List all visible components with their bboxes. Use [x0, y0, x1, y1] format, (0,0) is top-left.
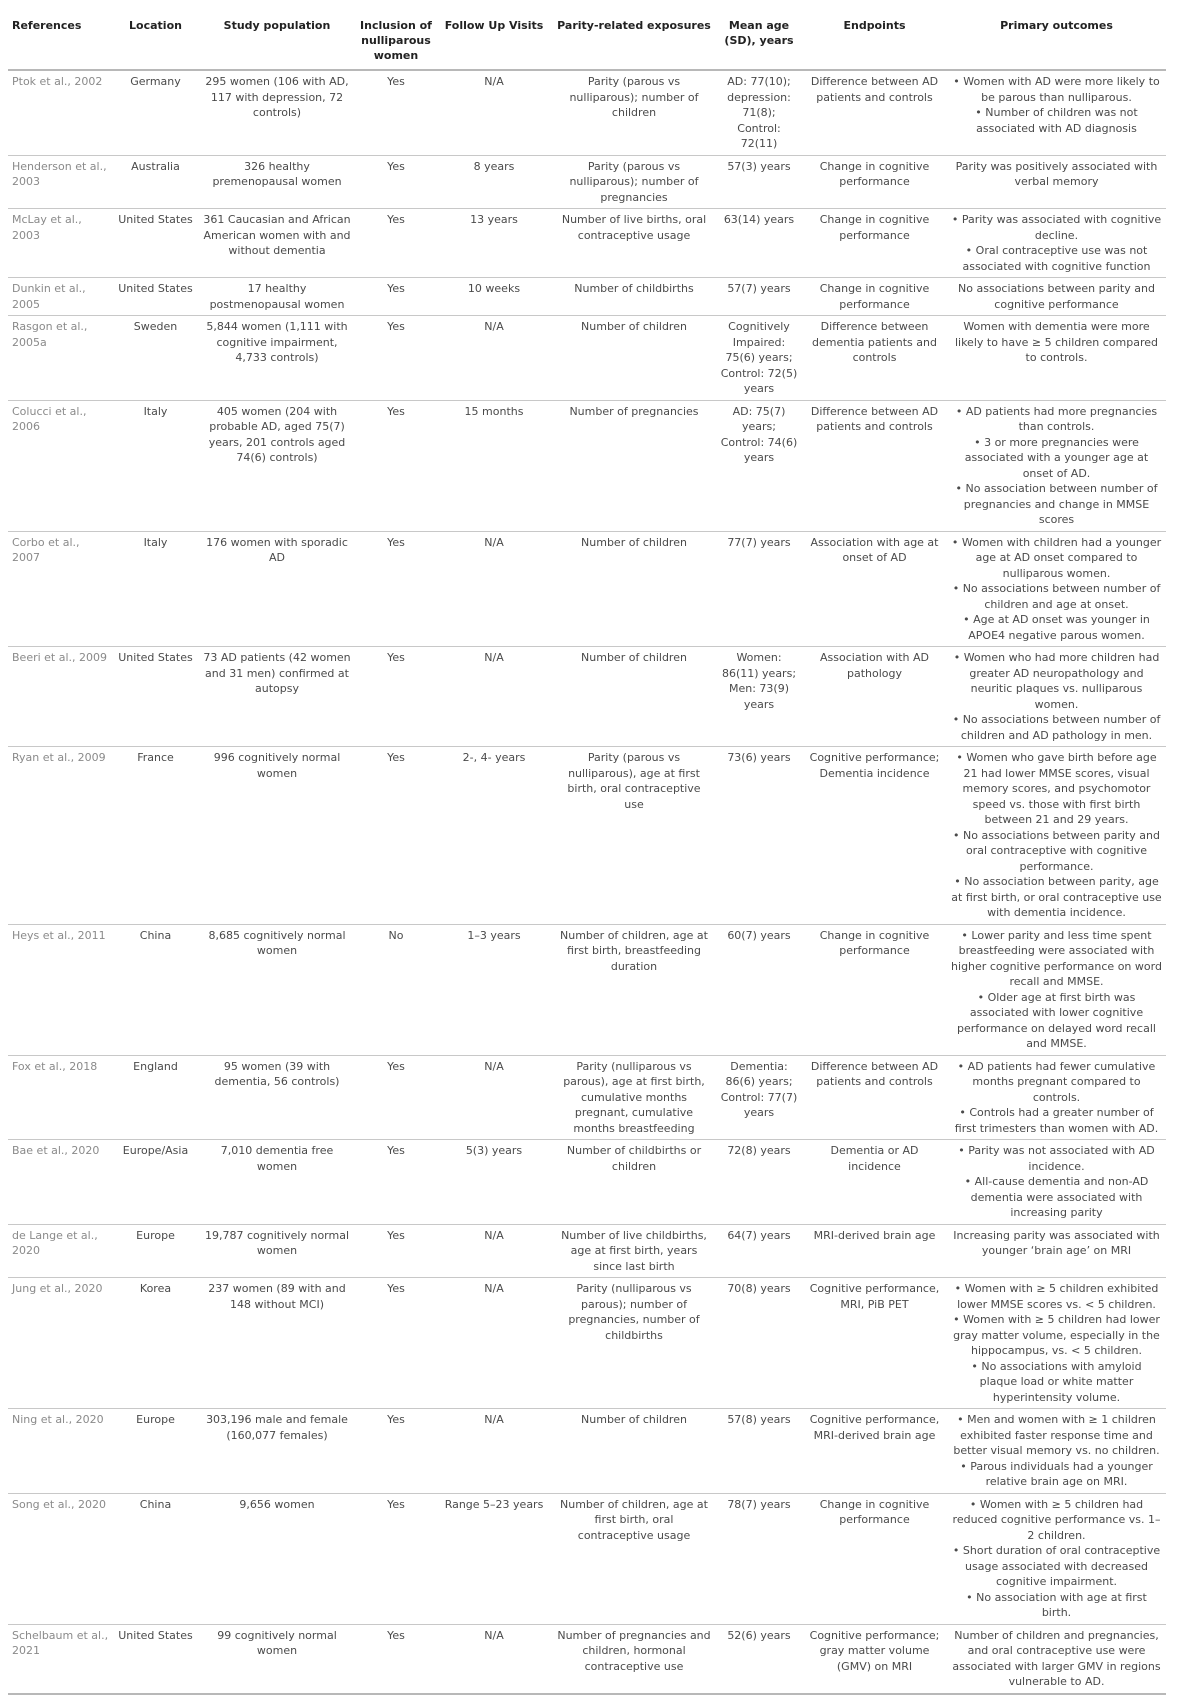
location-cell: United States	[113, 1624, 198, 1694]
inclusion-cell: Yes	[356, 316, 436, 401]
endpoints-cell: Association with AD pathology	[802, 647, 947, 747]
location-cell: United States	[113, 209, 198, 278]
outcome-bullet: • No associations between number of children and age at onset.	[951, 581, 1162, 612]
endpoints-cell: Difference between AD patients and controls	[802, 70, 947, 155]
reference-cell: de Lange et al., 2020	[8, 1224, 113, 1278]
location-cell: China	[113, 1493, 198, 1624]
outcome-bullet: • No association between number of pregnancies and change in MMSE scores	[951, 481, 1162, 528]
exposures-cell: Number of live childbirths, age at first birth, years since last birth	[552, 1224, 716, 1278]
outcome-bullet: • No association with age at first birth.	[951, 1590, 1162, 1621]
location-cell: France	[113, 747, 198, 925]
table-row	[8, 1224, 1166, 1278]
follow-up-cell: 2-, 4- years	[436, 747, 552, 925]
primary-outcomes-cell	[947, 924, 1166, 1055]
study-population-cell: 9,656 women	[198, 1493, 356, 1624]
reference-cell: McLay et al., 2003	[8, 209, 113, 278]
outcome-bullet: • No associations between number of children and AD pathology in men.	[951, 712, 1162, 743]
outcome-bullet: • 3 or more pregnancies were associated with a younger age at onset of AD.	[951, 435, 1162, 482]
outcome-bullet: • Women with AD were more likely to be parous than nulliparous.	[951, 74, 1162, 105]
reference-cell: Henderson et al., 2003	[8, 155, 113, 209]
reference-cell: Jung et al., 2020	[8, 1278, 113, 1409]
mean-age-cell: AD: 75(7) years; Control: 74(6) years	[716, 400, 802, 531]
primary-outcomes-cell	[947, 531, 1166, 647]
endpoints-cell: Cognitive performance; gray matter volume (GMV) on MRI	[802, 1624, 947, 1694]
table-row	[8, 1624, 1166, 1694]
exposures-cell: Number of children	[552, 531, 716, 647]
outcome-bullet: • Controls had a greater number of first trimesters than women with AD.	[951, 1105, 1162, 1136]
reference-cell: Colucci et al., 2006	[8, 400, 113, 531]
outcome-bullet: • Women with children had a younger age at AD onset compared to nulliparous women.	[951, 535, 1162, 582]
mean-age-cell: 52(6) years	[716, 1624, 802, 1694]
header-primary-outcomes: Primary outcomes	[947, 8, 1166, 70]
primary-outcomes-cell	[947, 1055, 1166, 1140]
location-cell: Italy	[113, 400, 198, 531]
endpoints-cell: Change in cognitive performance	[802, 278, 947, 316]
mean-age-cell: 73(6) years	[716, 747, 802, 925]
inclusion-cell: Yes	[356, 747, 436, 925]
reference-cell: Corbo et al., 2007	[8, 531, 113, 647]
primary-outcomes-cell	[947, 747, 1166, 925]
study-population-cell: 176 women with sporadic AD	[198, 531, 356, 647]
reference-cell: Dunkin et al., 2005	[8, 278, 113, 316]
inclusion-cell: Yes	[356, 155, 436, 209]
follow-up-cell: N/A	[436, 316, 552, 401]
location-cell: United States	[113, 647, 198, 747]
table-row	[8, 1409, 1166, 1494]
inclusion-cell: Yes	[356, 647, 436, 747]
location-cell: Germany	[113, 70, 198, 155]
endpoints-cell: Change in cognitive performance	[802, 924, 947, 1055]
table-row	[8, 647, 1166, 747]
mean-age-cell: 57(3) years	[716, 155, 802, 209]
outcome-bullet: • All-cause dementia and non-AD dementia were associated with increasing parity	[951, 1174, 1162, 1221]
header-endpoints: Endpoints	[802, 8, 947, 70]
outcome-bullet: • Men and women with ≥ 1 children exhibited faster response time and better visual memory vs. no children.	[951, 1412, 1162, 1459]
follow-up-cell: N/A	[436, 1624, 552, 1694]
primary-outcomes-cell	[947, 1624, 1166, 1694]
outcome-text: Number of children and pregnancies, and oral contraceptive use were associated with larger GMV in regions vulnerable to AD.	[952, 1628, 1161, 1688]
outcome-bullet: • Number of children was not associated with AD diagnosis	[951, 105, 1162, 136]
table-row	[8, 1140, 1166, 1225]
location-cell: Australia	[113, 155, 198, 209]
outcome-bullet: • AD patients had more pregnancies than controls.	[951, 404, 1162, 435]
follow-up-cell: 10 weeks	[436, 278, 552, 316]
primary-outcomes-cell	[947, 316, 1166, 401]
reference-cell: Ryan et al., 2009	[8, 747, 113, 925]
follow-up-cell: N/A	[436, 1409, 552, 1494]
mean-age-cell: AD: 77(10); depression: 71(8); Control: 72(11)	[716, 70, 802, 155]
outcome-bullet: • Women with ≥ 5 children exhibited lower MMSE scores vs. < 5 children.	[951, 1281, 1162, 1312]
outcome-bullet: • Parity was not associated with AD incidence.	[951, 1143, 1162, 1174]
study-population-cell: 361 Caucasian and African American women with and without dementia	[198, 209, 356, 278]
location-cell: United States	[113, 278, 198, 316]
mean-age-cell: Women: 86(11) years; Men: 73(9) years	[716, 647, 802, 747]
outcome-bullet: • Women who gave birth before age 21 had lower MMSE scores, visual memory scores, and psychomotor speed vs. those with first birth between 21 and 29 years.	[951, 750, 1162, 828]
primary-outcomes-cell	[947, 1409, 1166, 1494]
endpoints-cell: Cognitive performance, MRI, PiB PET	[802, 1278, 947, 1409]
primary-outcomes-cell	[947, 278, 1166, 316]
table-row	[8, 747, 1166, 925]
location-cell: Korea	[113, 1278, 198, 1409]
primary-outcomes-cell	[947, 155, 1166, 209]
endpoints-cell: Cognitive performance, MRI-derived brain age	[802, 1409, 947, 1494]
reference-cell: Heys et al., 2011	[8, 924, 113, 1055]
reference-cell: Song et al., 2020	[8, 1493, 113, 1624]
study-population-cell: 73 AD patients (42 women and 31 men) confirmed at autopsy	[198, 647, 356, 747]
mean-age-cell: 78(7) years	[716, 1493, 802, 1624]
mean-age-cell: Dementia: 86(6) years; Control: 77(7) years	[716, 1055, 802, 1140]
header-parity-exposures: Parity-related exposures	[552, 8, 716, 70]
outcome-bullet: • No association between parity, age at first birth, or oral contraceptive use with dementia incidence.	[951, 874, 1162, 921]
outcome-bullet: • No associations between parity and oral contraceptive with cognitive performance.	[951, 828, 1162, 875]
primary-outcomes-cell	[947, 1278, 1166, 1409]
inclusion-cell: Yes	[356, 531, 436, 647]
mean-age-cell: 64(7) years	[716, 1224, 802, 1278]
inclusion-cell: Yes	[356, 1278, 436, 1409]
study-population-cell: 5,844 women (1,111 with cognitive impairment, 4,733 controls)	[198, 316, 356, 401]
outcome-bullet: • Age at AD onset was younger in APOE4 negative parous women.	[951, 612, 1162, 643]
mean-age-cell: 63(14) years	[716, 209, 802, 278]
primary-outcomes-cell	[947, 1140, 1166, 1225]
study-population-cell: 996 cognitively normal women	[198, 747, 356, 925]
follow-up-cell: N/A	[436, 531, 552, 647]
location-cell: China	[113, 924, 198, 1055]
location-cell: Europe	[113, 1409, 198, 1494]
study-population-cell: 17 healthy postmenopausal women	[198, 278, 356, 316]
primary-outcomes-cell	[947, 70, 1166, 155]
location-cell: Sweden	[113, 316, 198, 401]
table-row	[8, 278, 1166, 316]
endpoints-cell: MRI-derived brain age	[802, 1224, 947, 1278]
header-location: Location	[113, 8, 198, 70]
reference-cell: Schelbaum et al., 2021	[8, 1624, 113, 1694]
outcome-bullet: • Women who had more children had greater AD neuropathology and neuritic plaques vs. nulliparous women.	[951, 650, 1162, 712]
exposures-cell: Parity (parous vs nulliparous); number of children	[552, 70, 716, 155]
mean-age-cell: 60(7) years	[716, 924, 802, 1055]
location-cell: Europe/Asia	[113, 1140, 198, 1225]
header-study-population: Study population	[198, 8, 356, 70]
exposures-cell: Number of children	[552, 1409, 716, 1494]
study-population-cell: 8,685 cognitively normal women	[198, 924, 356, 1055]
header-row	[8, 8, 1166, 70]
study-population-cell: 237 women (89 with and 148 without MCI)	[198, 1278, 356, 1409]
reference-cell: Bae et al., 2020	[8, 1140, 113, 1225]
endpoints-cell: Dementia or AD incidence	[802, 1140, 947, 1225]
table-row	[8, 155, 1166, 209]
follow-up-cell: N/A	[436, 1278, 552, 1409]
reference-cell: Fox et al., 2018	[8, 1055, 113, 1140]
exposures-cell: Parity (nulliparous vs parous); number of pregnancies, number of childbirths	[552, 1278, 716, 1409]
table-row	[8, 70, 1166, 155]
follow-up-cell: 8 years	[436, 155, 552, 209]
outcome-text: Increasing parity was associated with younger ‘brain age’ on MRI	[953, 1228, 1160, 1257]
mean-age-cell: 77(7) years	[716, 531, 802, 647]
follow-up-cell: 5(3) years	[436, 1140, 552, 1225]
exposures-cell: Number of live births, oral contraceptive usage	[552, 209, 716, 278]
outcome-text: No associations between parity and cognitive performance	[958, 282, 1155, 311]
table-row	[8, 1493, 1166, 1624]
primary-outcomes-cell	[947, 647, 1166, 747]
reference-cell: Beeri et al., 2009	[8, 647, 113, 747]
table-row	[8, 924, 1166, 1055]
follow-up-cell: 13 years	[436, 209, 552, 278]
exposures-cell: Number of children	[552, 316, 716, 401]
outcome-bullet: • Older age at first birth was associated with lower cognitive performance on delayed word recall and MMSE.	[951, 990, 1162, 1052]
inclusion-cell: Yes	[356, 1224, 436, 1278]
exposures-cell: Number of children, age at first birth, oral contraceptive usage	[552, 1493, 716, 1624]
study-population-cell: 95 women (39 with dementia, 56 controls)	[198, 1055, 356, 1140]
endpoints-cell: Difference between AD patients and controls	[802, 400, 947, 531]
study-population-cell: 295 women (106 with AD, 117 with depression, 72 controls)	[198, 70, 356, 155]
follow-up-cell: N/A	[436, 70, 552, 155]
mean-age-cell: 70(8) years	[716, 1278, 802, 1409]
endpoints-cell: Change in cognitive performance	[802, 209, 947, 278]
reference-cell: Rasgon et al., 2005a	[8, 316, 113, 401]
exposures-cell: Number of children	[552, 647, 716, 747]
follow-up-cell: N/A	[436, 1224, 552, 1278]
reference-cell: Ning et al., 2020	[8, 1409, 113, 1494]
follow-up-cell: 1–3 years	[436, 924, 552, 1055]
primary-outcomes-cell	[947, 1224, 1166, 1278]
exposures-cell: Number of childbirths or children	[552, 1140, 716, 1225]
location-cell: England	[113, 1055, 198, 1140]
inclusion-cell: Yes	[356, 1140, 436, 1225]
endpoints-cell: Change in cognitive performance	[802, 1493, 947, 1624]
outcome-bullet: • No associations with amyloid plaque load or white matter hyperintensity volume.	[951, 1359, 1162, 1406]
exposures-cell: Number of pregnancies and children, hormonal contraceptive use	[552, 1624, 716, 1694]
inclusion-cell: Yes	[356, 1055, 436, 1140]
study-population-cell: 303,196 male and female (160,077 females)	[198, 1409, 356, 1494]
header-inclusion-nulliparous: Inclusion of nulliparous women	[356, 8, 436, 70]
mean-age-cell: 72(8) years	[716, 1140, 802, 1225]
exposures-cell: Parity (nulliparous vs parous), age at first birth, cumulative months pregnant, cumulative months breastfeeding	[552, 1055, 716, 1140]
inclusion-cell: No	[356, 924, 436, 1055]
endpoints-cell: Difference between dementia patients and controls	[802, 316, 947, 401]
study-population-cell: 326 healthy premenopausal women	[198, 155, 356, 209]
inclusion-cell: Yes	[356, 278, 436, 316]
outcome-bullet: • Parity was associated with cognitive decline.	[951, 212, 1162, 243]
outcome-text: Women with dementia were more likely to have ≥ 5 children compared to controls.	[954, 320, 1159, 364]
primary-outcomes-cell	[947, 1493, 1166, 1624]
inclusion-cell: Yes	[356, 70, 436, 155]
study-population-cell: 19,787 cognitively normal women	[198, 1224, 356, 1278]
reference-cell: Ptok et al., 2002	[8, 70, 113, 155]
header-follow-up: Follow Up Visits	[436, 8, 552, 70]
inclusion-cell: Yes	[356, 400, 436, 531]
exposures-cell: Parity (parous vs nulliparous); number of pregnancies	[552, 155, 716, 209]
exposures-cell: Number of childbirths	[552, 278, 716, 316]
inclusion-cell: Yes	[356, 209, 436, 278]
endpoints-cell: Change in cognitive performance	[802, 155, 947, 209]
outcome-bullet: • Women with ≥ 5 children had lower gray matter volume, especially in the hippocampus, vs. < 5 children.	[951, 1312, 1162, 1359]
header-mean-age: Mean age (SD), years	[716, 8, 802, 70]
location-cell: Italy	[113, 531, 198, 647]
location-cell: Europe	[113, 1224, 198, 1278]
mean-age-cell: 57(7) years	[716, 278, 802, 316]
study-population-cell: 99 cognitively normal women	[198, 1624, 356, 1694]
inclusion-cell: Yes	[356, 1493, 436, 1624]
mean-age-cell: Cognitively Impaired: 75(6) years; Control: 72(5) years	[716, 316, 802, 401]
table-row	[8, 400, 1166, 531]
follow-up-cell: Range 5–23 years	[436, 1493, 552, 1624]
table-body	[8, 70, 1166, 1694]
exposures-cell: Number of pregnancies	[552, 400, 716, 531]
exposures-cell: Number of children, age at first birth, breastfeeding duration	[552, 924, 716, 1055]
table-row	[8, 316, 1166, 401]
outcome-text: Parity was positively associated with verbal memory	[955, 159, 1158, 188]
study-population-cell: 7,010 dementia free women	[198, 1140, 356, 1225]
outcome-bullet: • Oral contraceptive use was not associated with cognitive function	[951, 243, 1162, 274]
outcome-bullet: • Short duration of oral contraceptive usage associated with decreased cognitive impairment.	[951, 1543, 1162, 1590]
outcome-bullet: • Parous individuals had a younger relative brain age on MRI.	[951, 1459, 1162, 1490]
outcome-bullet: • Women with ≥ 5 children had reduced cognitive performance vs. 1–2 children.	[951, 1497, 1162, 1544]
primary-outcomes-cell	[947, 400, 1166, 531]
follow-up-cell: N/A	[436, 647, 552, 747]
table-row	[8, 1055, 1166, 1140]
inclusion-cell: Yes	[356, 1624, 436, 1694]
endpoints-cell: Association with age at onset of AD	[802, 531, 947, 647]
outcome-bullet: • Lower parity and less time spent breastfeeding were associated with higher cognitive performance on word recall and MMSE.	[951, 928, 1162, 990]
follow-up-cell: N/A	[436, 1055, 552, 1140]
table-row	[8, 1278, 1166, 1409]
endpoints-cell: Cognitive performance; Dementia incidence	[802, 747, 947, 925]
studies-table	[8, 8, 1166, 1695]
exposures-cell: Parity (parous vs nulliparous), age at first birth, oral contraceptive use	[552, 747, 716, 925]
mean-age-cell: 57(8) years	[716, 1409, 802, 1494]
inclusion-cell: Yes	[356, 1409, 436, 1494]
study-population-cell: 405 women (204 with probable AD, aged 75(7) years, 201 controls aged 74(6) controls)	[198, 400, 356, 531]
table-row	[8, 209, 1166, 278]
outcome-bullet: • AD patients had fewer cumulative months pregnant compared to controls.	[951, 1059, 1162, 1106]
table-row	[8, 531, 1166, 647]
follow-up-cell: 15 months	[436, 400, 552, 531]
endpoints-cell: Difference between AD patients and controls	[802, 1055, 947, 1140]
header-references: References	[8, 8, 113, 70]
primary-outcomes-cell	[947, 209, 1166, 278]
